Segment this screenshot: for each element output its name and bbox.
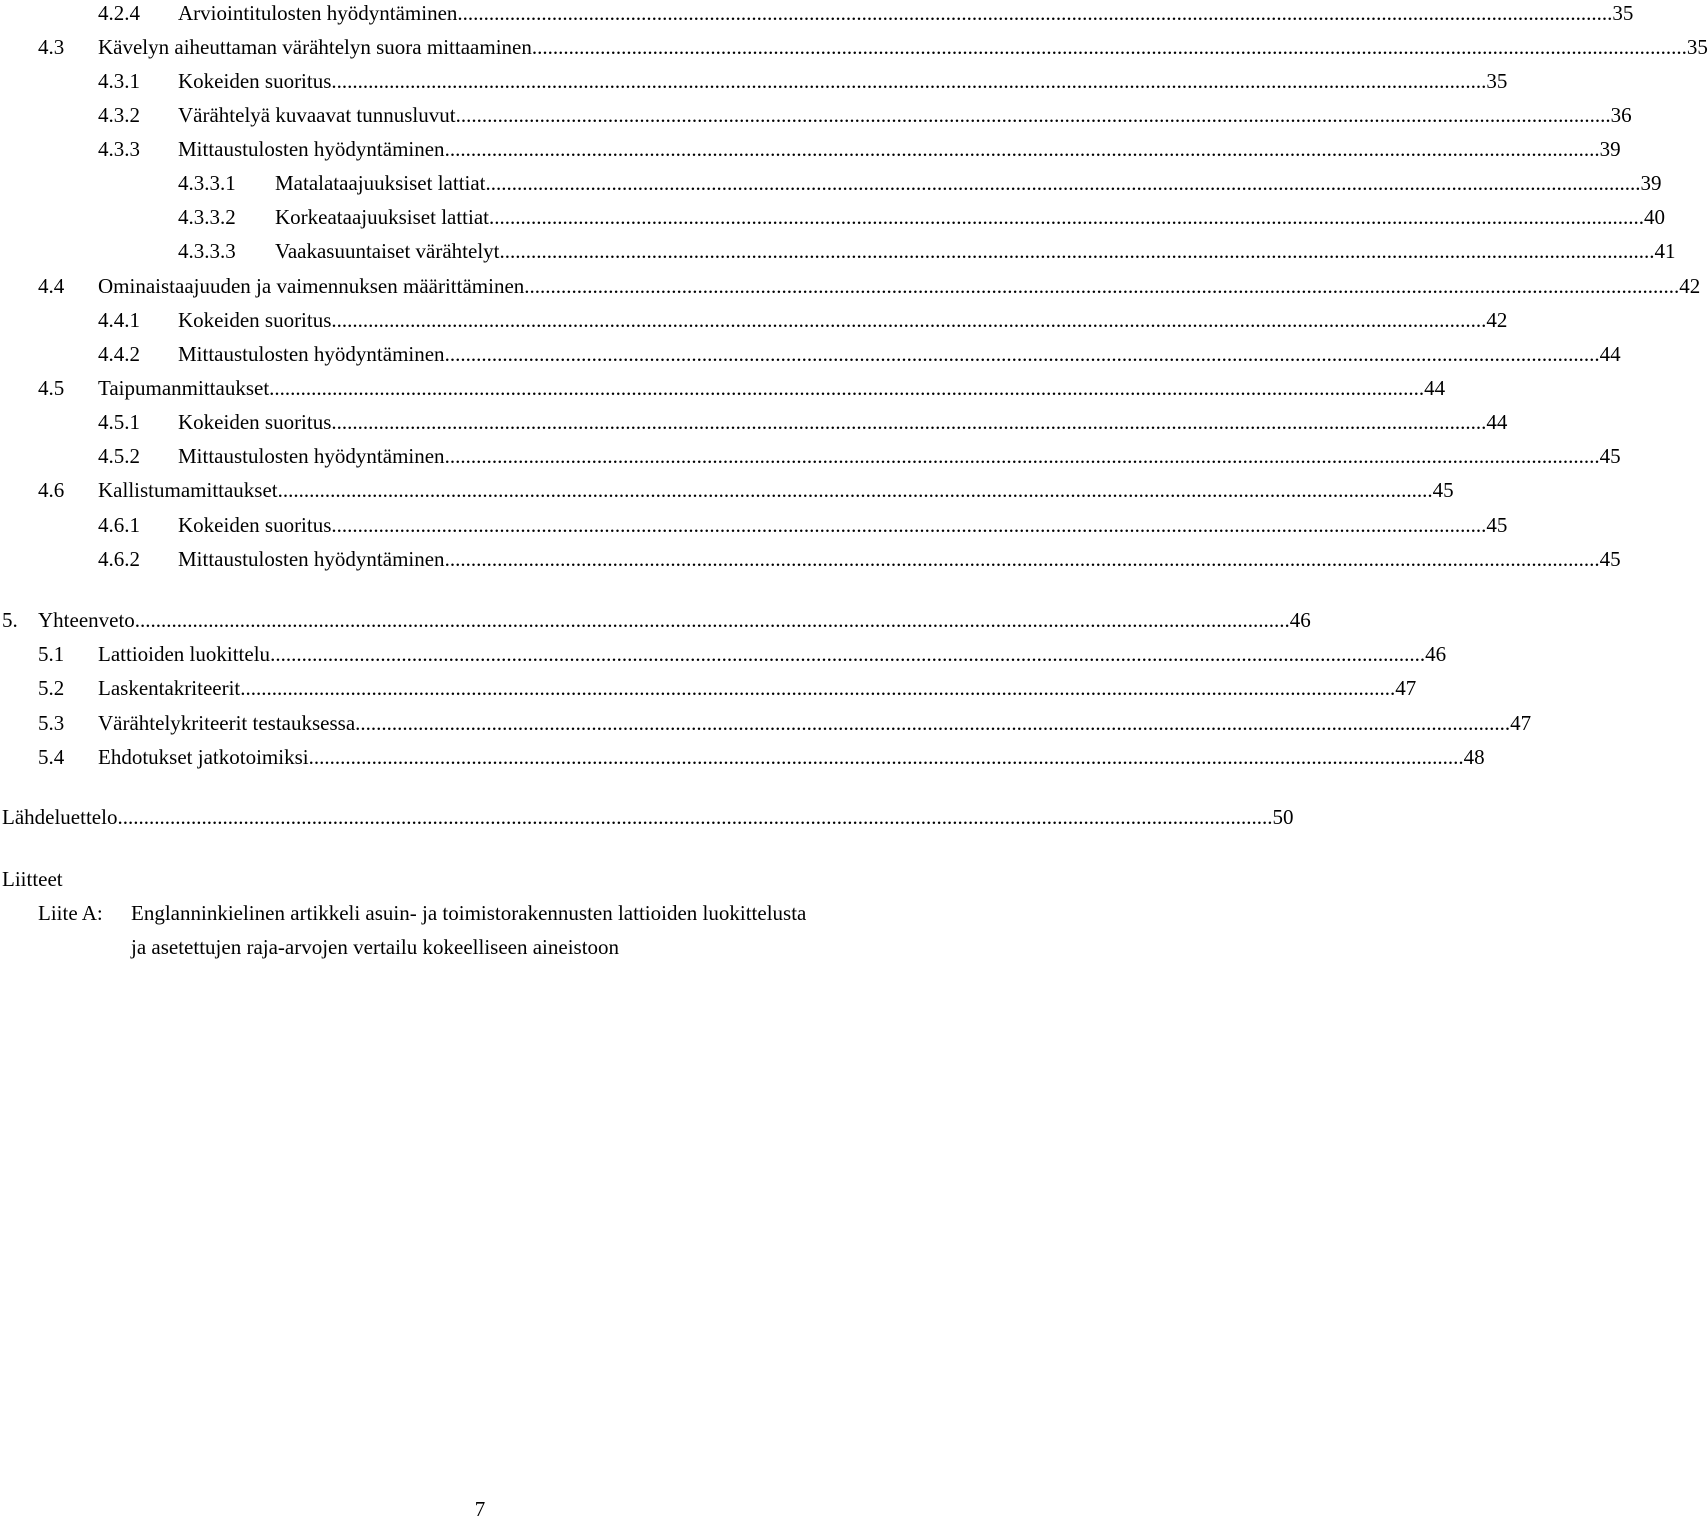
toc-entry-page: 40 (1644, 205, 1666, 229)
toc-entry-page: 39 (1599, 137, 1621, 161)
toc-entry-title: Taipumanmittaukset (98, 376, 270, 400)
toc-entry (38, 475, 1454, 505)
toc-entry-page: 48 (1463, 745, 1485, 769)
toc-entry-number: 4.4 (38, 274, 65, 298)
toc-entry (38, 271, 1701, 301)
toc-entry-page: 45 (1599, 547, 1621, 571)
toc-entry-title: Arviointitulosten hyödyntäminen (178, 1, 458, 25)
toc-dot-leader: ............................................................................................................................................................................................................................ (331, 410, 1487, 434)
toc-entry-number: 4.6 (38, 478, 65, 502)
toc-entry-number: 4.3.1 (98, 69, 140, 93)
toc-dot-leader: ............................................................................................................................................................................................................................ (444, 137, 1600, 161)
toc-entry (98, 407, 1508, 437)
toc-dot-leader: ............................................................................................................................................................................................................................ (457, 1, 1613, 25)
toc-entry (98, 100, 1632, 130)
toc-dot-leader: ............................................................................................................................................................................................................................ (331, 308, 1487, 332)
toc-entry-page: 45 (1432, 478, 1454, 502)
toc-dot-leader: ............................................................................................................................................................................................................................ (117, 805, 1273, 829)
toc-entry-title: Korkeataajuuksiset lattiat (275, 205, 490, 229)
toc-dot-leader: ............................................................................................................................................................................................................................ (455, 103, 1611, 127)
toc-entry-page: 35 (1486, 69, 1508, 93)
toc-dot-leader: ............................................................................................................................................................................................................................ (308, 745, 1464, 769)
toc-dot-leader: ............................................................................................................................................................................................................................ (485, 171, 1641, 195)
toc-entry-page: 35 (1686, 35, 1708, 59)
toc-dot-leader: ............................................................................................................................................................................................................................ (444, 444, 1600, 468)
toc-entry-page: 39 (1640, 171, 1662, 195)
toc-entry-number: 4.5 (38, 376, 65, 400)
toc-dot-leader: ............................................................................................................................................................................................................................ (331, 513, 1487, 537)
toc-entry-number: 4.4.2 (98, 342, 140, 366)
toc-entry-page: 47 (1395, 676, 1417, 700)
toc-dot-leader: ............................................................................................................................................................................................................................ (531, 35, 1687, 59)
toc-entry (98, 66, 1508, 96)
appendix-title-line-2: ja asetettujen raja-arvojen vertailu kokeelliseen aineistoon (131, 935, 620, 959)
toc-entry (38, 32, 1708, 62)
toc-entry (178, 168, 1662, 198)
toc-entry (2, 605, 1311, 635)
toc-dot-leader: ............................................................................................................................................................................................................................ (499, 239, 1655, 263)
toc-dot-leader: ............................................................................................................................................................................................................................ (134, 608, 1290, 632)
toc-entry-title: Matalataajuuksiset lattiat (275, 171, 486, 195)
toc-entry (98, 339, 1621, 369)
toc-entry-number: 5.3 (38, 711, 65, 735)
toc-entry-page: 41 (1654, 239, 1676, 263)
toc-entry (38, 639, 1447, 669)
toc-dot-leader: ............................................................................................................................................................................................................................ (269, 376, 1425, 400)
toc-entry-number: 4.3.3 (98, 137, 140, 161)
toc-entry-title: Kokeiden suoritus (178, 308, 332, 332)
toc-entry-title: Laskentakriteerit (98, 676, 241, 700)
toc-entry (38, 673, 1417, 703)
toc-entry-number: 5.4 (38, 745, 65, 769)
toc-dot-leader: ............................................................................................................................................................................................................................ (355, 711, 1511, 735)
appendix-label: Liite A: (38, 901, 103, 925)
toc-dot-leader: ............................................................................................................................................................................................................................ (489, 205, 1645, 229)
toc-entry-title: Värähtelykriteerit testauksessa (98, 711, 356, 735)
page-number: 7 (474, 1497, 486, 1521)
toc-entry-number: 5. (2, 608, 18, 632)
toc-entry-page: 50 (1272, 805, 1294, 829)
toc-entry-title: Ehdotukset jatkotoimiksi (98, 745, 309, 769)
toc-entry-number: 4.3 (38, 35, 65, 59)
toc-entry (98, 305, 1508, 335)
toc-entry-title: Lattioiden luokittelu (98, 642, 271, 666)
toc-entry-title: Mittaustulosten hyödyntäminen (178, 137, 445, 161)
appendix-title-line-1: Englanninkielinen artikkeli asuin- ja toimistorakennusten lattioiden luokittelusta (131, 901, 807, 925)
toc-entry (38, 742, 1485, 772)
toc-entry (38, 373, 1446, 403)
toc-entry-number: 4.5.2 (98, 444, 140, 468)
toc-entry-page: 44 (1424, 376, 1446, 400)
toc-entry (98, 441, 1621, 471)
toc-entry-number: 4.3.3.3 (178, 239, 236, 263)
toc-entry-page: 35 (1612, 1, 1634, 25)
toc-entry (178, 236, 1676, 266)
toc-entry-title: Mittaustulosten hyödyntäminen (178, 444, 445, 468)
toc-entry-page: 47 (1510, 711, 1532, 735)
toc-entry-title: Kokeiden suoritus (178, 410, 332, 434)
toc-entry-title: Yhteenveto (38, 608, 135, 632)
toc-entry (98, 544, 1621, 574)
toc-entry-page: 36 (1610, 103, 1632, 127)
toc-entry-title: Kokeiden suoritus (178, 69, 332, 93)
toc-entry-page: 42 (1486, 308, 1508, 332)
toc-entry-number: 5.1 (38, 642, 65, 666)
toc-entry-title: Mittaustulosten hyödyntäminen (178, 342, 445, 366)
toc-dot-leader: ............................................................................................................................................................................................................................ (240, 676, 1396, 700)
toc-entry-page: 45 (1599, 444, 1621, 468)
toc-entry-number: 4.6.2 (98, 547, 140, 571)
toc-entry-title: Mittaustulosten hyödyntäminen (178, 547, 445, 571)
toc-entry-page: 44 (1599, 342, 1621, 366)
toc-entry-title: Värähtelyä kuvaavat tunnusluvut (178, 103, 456, 127)
toc-entry (98, 510, 1508, 540)
toc-dot-leader: ............................................................................................................................................................................................................................ (277, 478, 1433, 502)
toc-entry-number: 4.2.4 (98, 1, 140, 25)
toc-entry-title: Kallistumamittaukset (98, 478, 278, 502)
toc-entry-title: Kokeiden suoritus (178, 513, 332, 537)
toc-entry (178, 202, 1666, 232)
toc-entry-number: 4.3.3.1 (178, 171, 236, 195)
toc-dot-leader: ............................................................................................................................................................................................................................ (331, 69, 1487, 93)
toc-entry (98, 134, 1621, 164)
toc-entry-page: 45 (1486, 513, 1508, 537)
toc-entry-page: 46 (1289, 608, 1311, 632)
toc-dot-leader: ............................................................................................................................................................................................................................ (270, 642, 1426, 666)
toc-entry-title: Ominaistaajuuden ja vaimennuksen määrittäminen (98, 274, 525, 298)
appendix-heading: Liitteet (2, 867, 63, 891)
toc-entry-number: 4.6.1 (98, 513, 140, 537)
toc-entry (98, 0, 1634, 28)
toc-entry-page: 44 (1486, 410, 1508, 434)
toc-entry (38, 708, 1532, 738)
toc-dot-leader: ............................................................................................................................................................................................................................ (444, 547, 1600, 571)
toc-entry-title: Lähdeluettelo (2, 805, 118, 829)
toc-entry-number: 4.5.1 (98, 410, 140, 434)
toc-entry-page: 42 (1679, 274, 1701, 298)
toc-dot-leader: ............................................................................................................................................................................................................................ (524, 274, 1680, 298)
toc-entry-number: 4.4.1 (98, 308, 140, 332)
toc-entry-title: Vaakasuuntaiset värähtelyt (275, 239, 500, 263)
toc-entry (2, 802, 1294, 832)
toc-entry-number: 5.2 (38, 676, 65, 700)
toc-entry-title: Kävelyn aiheuttaman värähtelyn suora mittaaminen (98, 35, 532, 59)
toc-entry-number: 4.3.3.2 (178, 205, 236, 229)
toc-dot-leader: ............................................................................................................................................................................................................................ (444, 342, 1600, 366)
toc-entry-number: 4.3.2 (98, 103, 140, 127)
toc-entry-page: 46 (1425, 642, 1447, 666)
